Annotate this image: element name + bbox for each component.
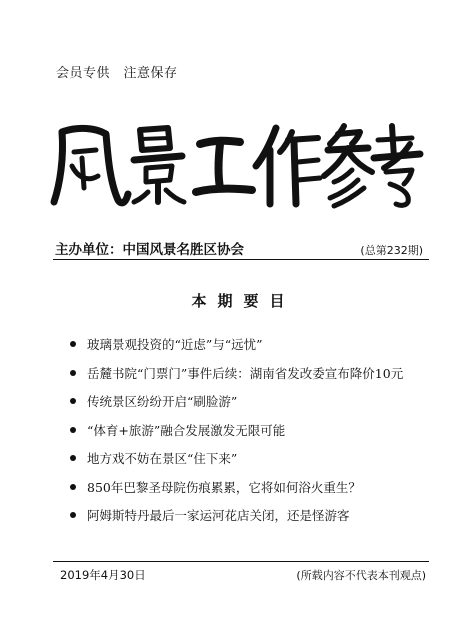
table-of-contents [70,330,430,530]
divider-bottom [53,561,429,562]
masthead-calligraphy-title [48,118,428,210]
footer [60,567,426,583]
toc-item [70,473,430,502]
bullet-icon [70,370,76,376]
organizer-line [55,238,427,258]
divider-top [53,259,429,260]
bullet-icon [70,455,76,461]
calligraphy-char-3 [196,141,252,192]
calligraphy-char-1 [54,128,128,203]
toc-item-text: 地方戏不妨在景区“住下来” [87,451,238,467]
bullet-icon [70,427,76,433]
toc-item-text: “体育+旅游”融合发展激发无限可能 [87,422,286,438]
toc-item-text: 传统景区纷纷开启“刷脸游” [87,394,238,410]
toc-item-text: 岳麓书院“门票门”事件后续：湖南省发改委宣布降价10元 [87,365,404,381]
disclaimer: (所载内容不代表本刊观点) [296,569,426,582]
member-notice: 会员专供 注意保存 [56,66,178,81]
publication-date: 2019年4月30日 [60,568,146,582]
toc-item-text: 玻璃景观投资的“近虑”与“远忧” [87,337,263,353]
issue-number: (总第232期) [360,244,423,257]
bullet-icon [70,512,76,518]
calligraphy-char-5 [324,126,372,206]
bullet-icon [70,398,76,404]
bullet-icon [70,484,76,490]
toc-item [70,359,430,388]
bullet-icon [70,341,76,347]
masthead-calligraphy-art [48,118,428,210]
toc-item [70,387,430,416]
toc-item-text: 850年巴黎圣母院伤痕累累，它将如何浴火重生？ [87,479,361,495]
calligraphy-char-2 [134,128,184,202]
toc-item [70,416,430,445]
toc-item-text: 阿姆斯特丹最后一家运河花店关闭，还是怪游客 [87,508,350,524]
toc-heading: 本期要目 [191,292,296,310]
toc-item [70,444,430,473]
toc-item [70,330,430,359]
organizer-text: 主办单位：中国风景名胜区协会 [55,242,244,258]
calligraphy-char-4 [256,128,320,204]
calligraphy-char-6 [374,126,420,205]
toc-item [70,501,430,530]
